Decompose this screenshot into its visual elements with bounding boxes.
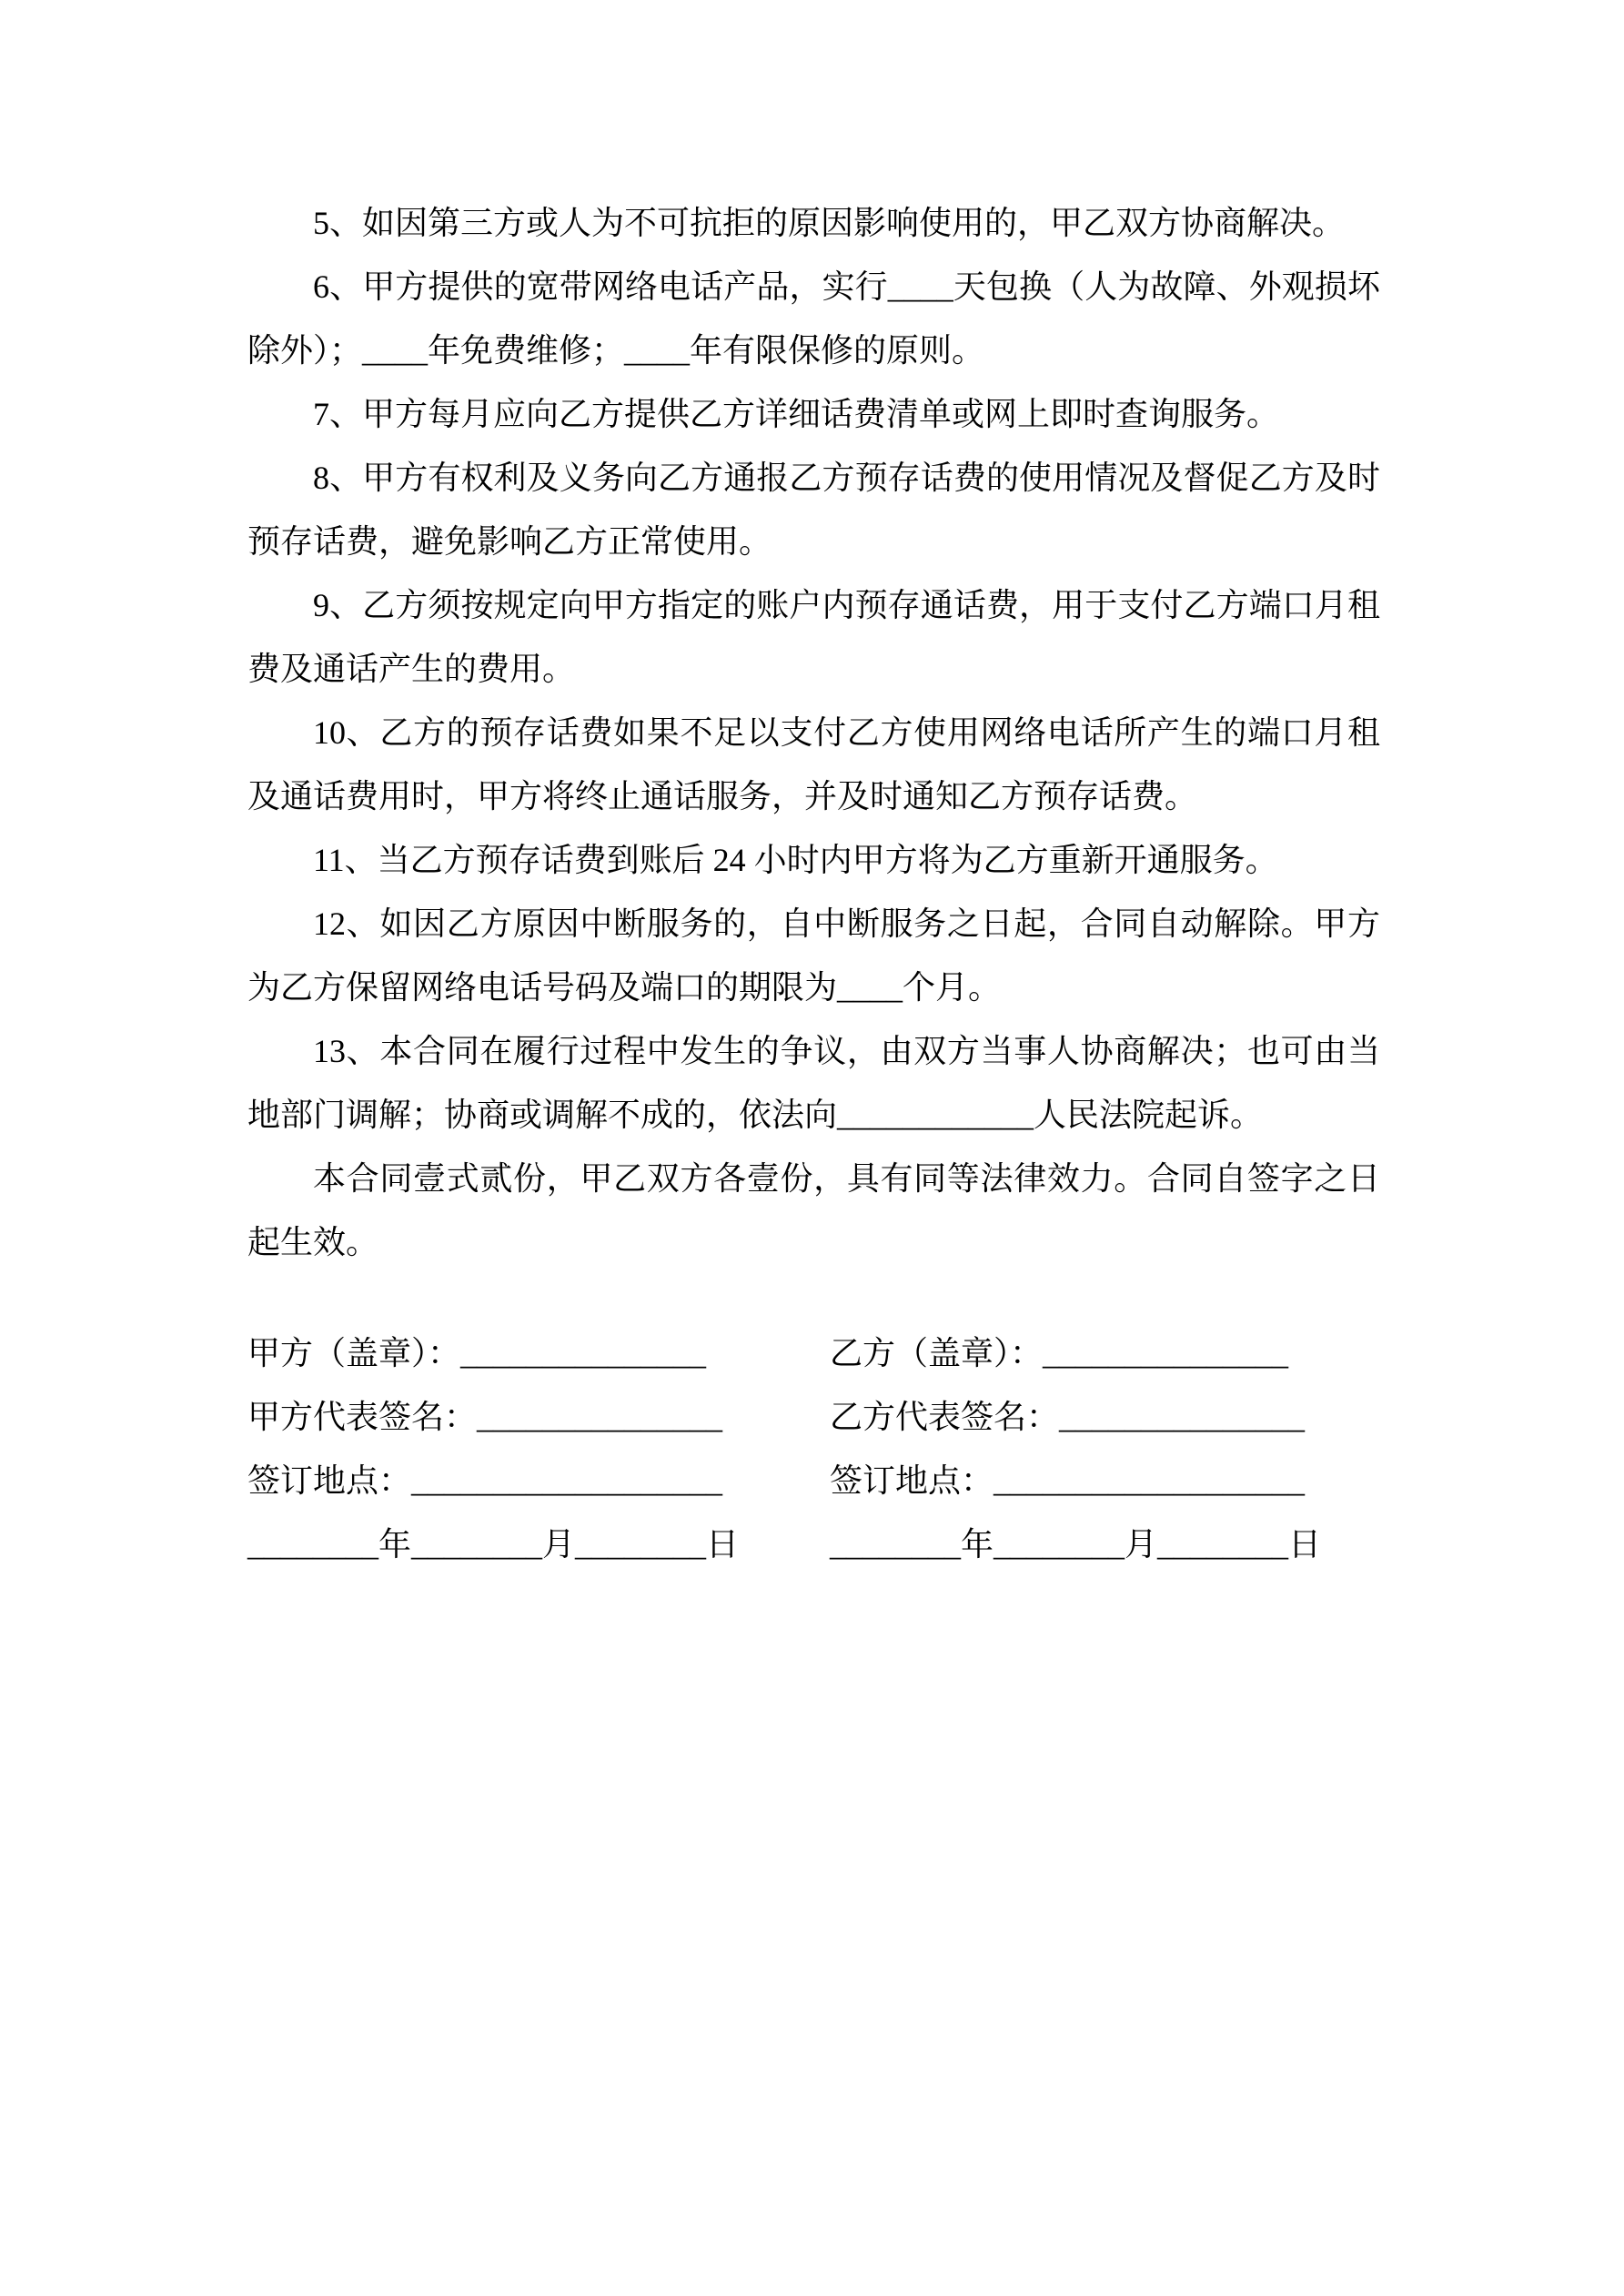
contract-clause-7: 7、甲方每月应向乙方提供乙方详细话费清单或网上即时查询服务。 [313,396,1280,432]
party-b-seal-field: 乙方（盖章）：_______________ [830,1335,1289,1371]
contract-clause-8: 8、甲方有权利及义务向乙方通报乙方预存话费的使用情况及督促乙方及时预存话费，避免影响乙方正常使用。 [247,460,1380,560]
signature-row-location [247,1449,1380,1512]
party-b-representative-signature-field: 乙方代表签名：_______________ [830,1399,1306,1435]
contract-clause-11: 11、当乙方预存话费到账后 24 小时内甲方将为乙方重新开通服务。 [313,842,1278,878]
signature-row-date [247,1512,1380,1576]
contract-clause-10: 10、乙方的预存话费如果不足以支付乙方使用网络电话所产生的端口月租及通话费用时，甲方将终止通话服务，并及时通知乙方预存话费。 [247,714,1380,814]
contract-body [247,191,1380,1274]
party-a-signing-location-field: 签订地点：___________________ [247,1462,723,1499]
contract-clause-12: 12、如因乙方原因中断服务的，自中断服务之日起，合同自动解除。甲方为乙方保留网络电话号码及端口的期限为____个月。 [247,905,1380,1006]
party-a-date-field: ________年________月________日 [247,1526,739,1563]
signature-block [247,1321,1380,1576]
contract-closing-statement: 本合同壹式贰份，甲乙双方各壹份，具有同等法律效力。合同自签字之日起生效。 [247,1160,1380,1260]
contract-clause-13: 13、本合同在履行过程中发生的争议，由双方当事人协商解决；也可由当地部门调解；协商或调解不成的，依法向____________人民法院起诉。 [247,1033,1380,1133]
party-b-signing-location-field: 签订地点：___________________ [830,1462,1306,1499]
contract-clause-9: 9、乙方须按规定向甲方指定的账户内预存通话费，用于支付乙方端口月租费及通话产生的费用。 [247,587,1380,687]
signature-row-seal [247,1321,1380,1385]
signature-row-representative [247,1385,1380,1449]
party-a-seal-field: 甲方（盖章）：_______________ [247,1335,707,1371]
party-b-date-field: ________年________月________日 [830,1526,1321,1563]
contract-clause-5: 5、如因第三方或人为不可抗拒的原因影响使用的，甲乙双方协商解决。 [313,205,1346,241]
contract-clause-6: 6、甲方提供的宽带网络电话产品，实行____天包换（人为故障、外观损坏除外）；____年免费维修；____年有限保修的原则。 [247,268,1380,369]
party-a-representative-signature-field: 甲方代表签名：_______________ [247,1399,723,1435]
